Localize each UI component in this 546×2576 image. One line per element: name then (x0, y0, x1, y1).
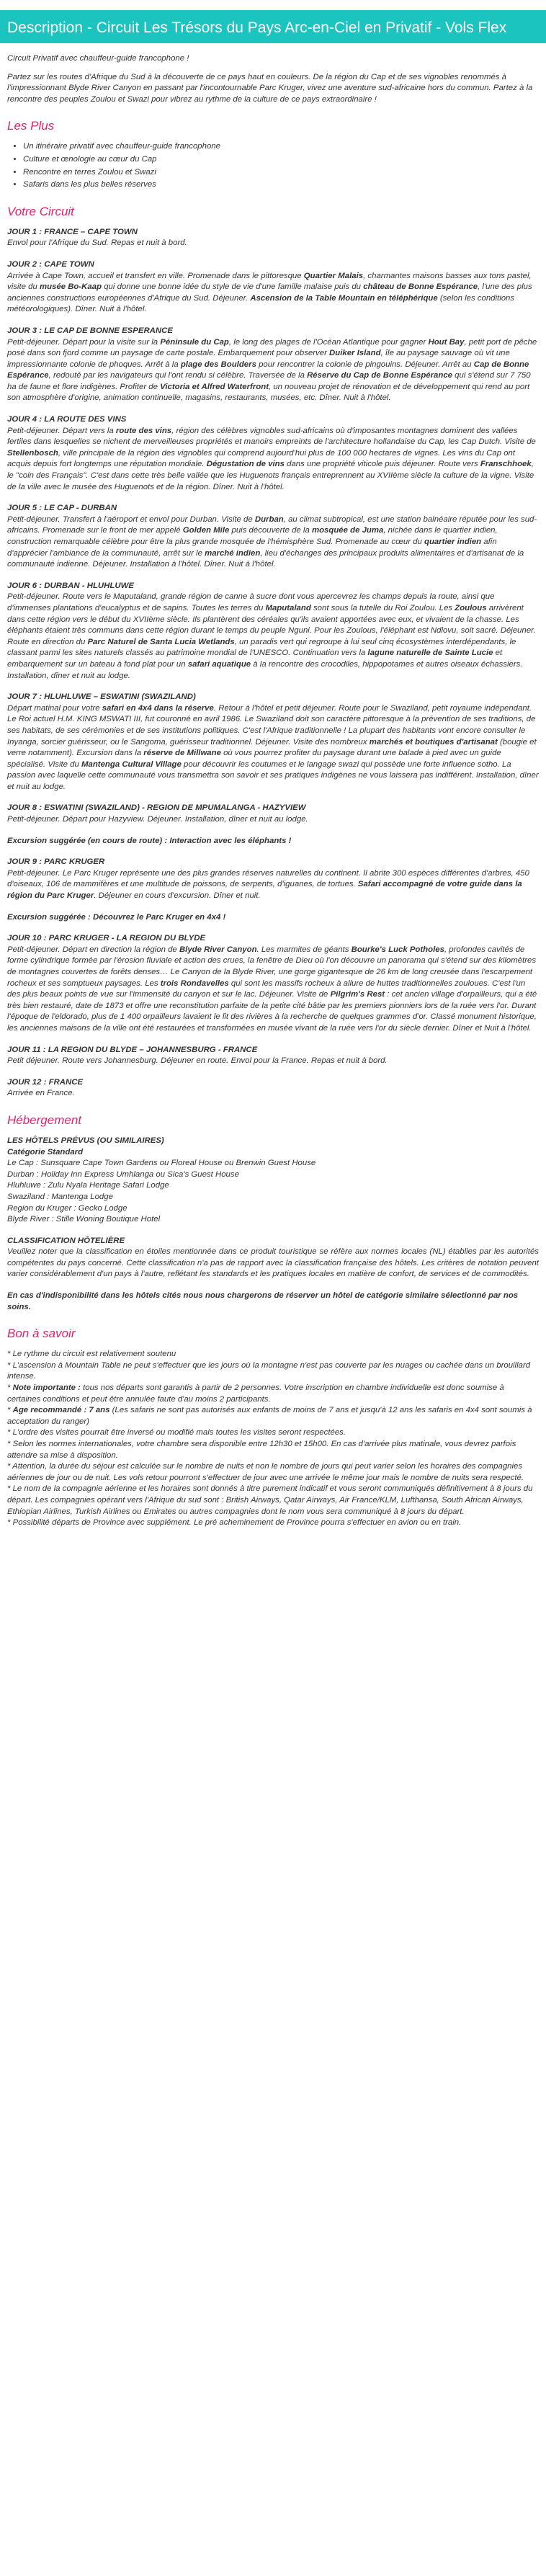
text-run: , le long des plages de l'Océan Atlantique pour gagner (228, 337, 429, 347)
text-run: , région des célèbres vignobles sud-africains où d'imposantes montagnes dominent des vallées fertiles dans lesquelles se nichent de merveilleuses propriétés et manoirs empreints de l'architecture hollandaise du Cap, les Cap Dutch. Visite de (7, 426, 536, 447)
text-run: : cet ancien village d'orpailleurs, qui a été très bien restauré, date de 1873 et offre une reconstitution parfaite de la petite cité bâtie par les premiers pionniers lors de la ruée vers l'or. Durant l'époque de l'eldorado, plus de 1 400 orpailleurs lavaient le lit des rivières à la recherche de quelques grammes d'or. Classé monument historique, les anciennes maisons de la ville ont été restaurées et transformées en musée vivant de la ruée vers l'or du siècle dernier. Dîner et Nuit à l'hôtel. (7, 990, 537, 1033)
text-run: Petit-déjeuner. Le Parc Kruger représente une des plus grandes réserves naturelles du continent. Il abrite 300 espèces différentes d'arbres, 450 d'oiseaux, 106 de mammifères et une multitude de poissons, de serpents, d'iguanes, de tortues. (7, 868, 529, 889)
text-bold: lagune naturelle de Sainte Lucie (367, 649, 493, 658)
text-bold: Réserve du Cap de Bonne Espérance (307, 371, 453, 380)
day-block (7, 803, 539, 825)
page-title: Description - Circuit Les Trésors du Pays Arc-en-Ciel en Privatif - Vols Flex (0, 10, 546, 43)
day-block (7, 227, 539, 249)
text-bold: Ascension de la Table Mountain en téléphérique (250, 293, 438, 303)
day-block (7, 1077, 539, 1100)
hotel-line: Hluhluwe : Zulu Nyala Heritage Safari Lodge (7, 1181, 169, 1190)
text-bold: Zoulous (455, 603, 487, 612)
text-run: , île au paysage sauvage où vit une impressionnante colonie de phoques. Arrêt à la (7, 349, 510, 369)
day-description (7, 868, 539, 902)
text-bold: château de Bonne Espérance (363, 282, 478, 292)
day-block (7, 259, 539, 316)
text-run: (bougie et verre notamment). Excursion dans la (7, 737, 537, 758)
text-run: (selon les conditions météorologiques). Dîner. Nuit à l'hôtel. (7, 293, 515, 314)
text-run: , redouté par les navigateurs qui l'ont rendu si célèbre. Traversée de la (48, 371, 308, 380)
text-bold: plage des Boulders (180, 360, 256, 369)
text-run: à la rencontre des crocodiles, hippopotames et autres oiseaux échassiers. Installation, dîner et nuit au lodge. (7, 659, 523, 680)
indisponibilite-note: En cas d'indisponibilité dans les hôtels cités nous nous chargerons de réserver un hôtel de catégorie similaire sélectionné par nos soins. (7, 1291, 519, 1311)
text-run: , un paradis vert qui regroupe à lui seul cinq écosystèmes interdépendants, le classant parmi les sites naturels classés au patrimoine mondial de l'UNESCO. Continuation vers la (7, 637, 516, 658)
day-description (7, 592, 539, 682)
text-run: Petit-déjeuner. Départ pour Hazyview. Déjeuner. Installation, dîner et nuit au lodge. (7, 815, 308, 824)
text-run: Petit-déjeuner. Route vers le Maputaland, grande région de canne à sucre dont vous apercevrez les champs depuis la route, ainsi que d'immenses plantations d'eucalyptus et de sapins. Toutes les terres du (7, 592, 495, 612)
intro-line: Circuit Privatif avec chauffeur-guide francophone ! (7, 54, 189, 63)
excursion-suggestion: Excursion suggérée (en cours de route) : Interaction avec les éléphants ! (7, 836, 292, 845)
text-run: Petit-déjeuner. Départ en direction la région de (7, 945, 179, 954)
day-title: JOUR 12 : FRANCE (7, 1077, 84, 1087)
text-bold: Stellenbosch (7, 448, 58, 458)
text-run: , petit port de pêche posé dans son fjord comme un paysage de carte postale. Embarquement pour observer (7, 337, 537, 358)
day-title: JOUR 4 : LA ROUTE DES VINS (7, 415, 127, 424)
text-run: pour découvrir les coutumes et le langage swazi qui possède une forte influence sotho. La passion avec laquelle cette communauté vous transmettra son savoir et ses pratiques indigènes ne vous laissera pas indifférent. Installation, dîner et nuit au lodge. (7, 759, 539, 791)
text-bold: Dégustation de vins (206, 460, 285, 469)
hotel-line: Durban : Holiday Inn Express Umhlanga ou Sica's Guest House (7, 1169, 239, 1179)
bon-item (7, 1461, 539, 1484)
bon-heading: Bon à savoir (7, 1327, 76, 1341)
intro-paragraph: Partez sur les routes d'Afrique du Sud à la découverte de ce pays haut en couleurs. De la région du Cap et de ses vignobles renommés à l'impressionnant Blyde River Canyon en passant par l'incontournable Parc Kruger, vivez une aventure sud-africaine hors du commun. Partez à la rencontre des peuples Zoulou et Swazi pour vibrez au rythme de la culture de ce pays extraordinaire ! (7, 72, 533, 104)
day-title: JOUR 10 : PARC KRUGER - LA REGION DU BLYDE (7, 934, 206, 943)
bon-item (7, 1383, 539, 1405)
excursion-suggestion: Excursion suggérée : Découvrez le Parc Kruger en 4x4 ! (7, 912, 226, 922)
text-bold: Péninsule du Cap (160, 337, 229, 347)
text-bold: Pilgrim's Rest (330, 990, 385, 999)
day-block (7, 581, 539, 682)
text-run: , charmantes maisons basses aux tons pastel, visite du (7, 271, 532, 292)
bon-list (7, 1349, 539, 1529)
text-run: (Les safaris ne sont pas autorisés aux enfants de moins de 7 ans et jusqu'à 12 ans les safaris en 4x4 sont soumis à acceptation du ranger) (7, 1406, 532, 1426)
day-title: JOUR 3 : LE CAP DE BONNE ESPERANCE (7, 326, 173, 335)
intro-section (7, 53, 539, 105)
text-run: , lieu d'échanges des principaux produits alimentaires et d'artisanat de la communauté indienne. Déjeuner. Installation à l'hôtel. Dîner. Nuit à l'hôtel. (7, 548, 524, 569)
day-description (7, 238, 539, 249)
text-run: , un nouveau projet de rénovation et de développement qui rend au port son atmosphère d'origine, animation continuelle, magasins, restaurants, musées, etc. Dîner. Nuit à l'hôtel. (7, 382, 530, 403)
text-run: * (7, 1383, 13, 1393)
plus-item: • Un itinéraire privatif avec chauffeur-guide francophone (23, 141, 539, 153)
day-description (7, 703, 539, 793)
day-title: JOUR 9 : PARC KRUGER (7, 857, 105, 867)
text-run: . Déjeuner en cours d'excursion. Dîner et nuit. (94, 891, 261, 901)
bon-item (7, 1360, 539, 1383)
day-title: JOUR 2 : CAPE TOWN (7, 259, 94, 269)
text-bold: musée Bo-Kaap (39, 282, 102, 292)
day-description (7, 337, 539, 405)
hotels-category: Catégorie Standard (7, 1147, 84, 1156)
text-run: * Le nom de la compagnie aérienne et les horaires sont donnés à titre purement indicatif et vous seront communiqués définitivement à 8 jours du départ. Les compagnies opérant vers l'Afrique du sud sont : British Airways, Qatar Airways, Air France/KLM, Lufthansa, South African Airways, Ethiopian Airlines, Turkish Airlines ou Emirates ou autres compagnies dont le nom vous sera communiqué à 8 jours du départ. (7, 1484, 533, 1516)
day-description (7, 945, 539, 1035)
hotel-line: Region du Kruger : Gecko Lodge (7, 1203, 127, 1213)
text-run: sont sous la tutelle du Roi Zoulou. Les (310, 603, 455, 612)
text-run: Petit-déjeuner. Départ pour la visite sur la (7, 337, 161, 347)
text-bold: Blyde River Canyon (179, 945, 257, 954)
bon-item (7, 1484, 539, 1517)
bon-item (7, 1427, 539, 1439)
text-bold: Victoria et Alfred Waterfront (160, 382, 269, 391)
text-bold: quartier indien (424, 538, 482, 546)
text-run: qui s'étend sur 7 750 ha de faune et flore indigènes. Profiter de (7, 371, 531, 391)
days-list (7, 857, 539, 901)
day-title: JOUR 6 : DURBAN - HLUHLUWE (7, 581, 134, 590)
text-bold: Golden Mile (182, 526, 230, 535)
text-bold: Note importante : (12, 1383, 81, 1393)
classification-text: Veuillez noter que la classification en étoiles mentionnée dans ce produit touristique se réfère aux normes locales (NL) établies par les autorités compétentes du pays concerné. Cette classification n'a pas de rapport avec la classification française des hôtels. Les critères de notation peuvent varier considérablement d'un pays à l'autre, reflétant les standards et les pratiques locales en matière de confort, de services et de commodités. (7, 1247, 539, 1279)
day-title: JOUR 5 : LE CAP - DURBAN (7, 504, 117, 513)
text-run: * Possibilité départs de Province avec supplément. Le pré acheminement de Province pourra s'effectuer en avion ou en train. (7, 1518, 462, 1528)
hebergement-heading: Hébergement (7, 1113, 82, 1127)
text-bold: marché indien (205, 548, 261, 558)
circuit-heading: Votre Circuit (7, 204, 74, 218)
day-block (7, 503, 539, 571)
text-run: * L'ascension à Mountain Table ne peut s'effectuer que les jours où la montagne n'est pas couverte par les nuages ou cachée dans un brouillard intense. (7, 1360, 531, 1381)
plus-item: • Culture et œnologie au cœur du Cap (23, 154, 539, 166)
text-run: où vous pourrez profiter du paysage durant une balade à pied avec un guide spécialisé. Visite du (7, 749, 501, 769)
text-bold: Franschhoek (480, 460, 532, 469)
text-run: * Attention, la durée du séjour est calculée sur le nombre de nuits et non le nombre de jours qui peut varier selon les horaires des compagnies aériennes de jour ou de nuit. Les vols retour pourront s'effectuer de jour avec une arrivée le même jour mais le nombre de nuits sera respecté. (7, 1462, 524, 1482)
hotels-subtitle: LES HÔTELS PRÉVUS (OU SIMILAIRES) (7, 1136, 164, 1145)
text-run: , nichée dans le quartier indien, construction remarquable célèbre pour être la plus grande mosquée de l'hémisphère Sud. Promenade au cœur du (7, 526, 498, 546)
plus-list (7, 141, 539, 190)
text-run: qui sont les massifs rocheux à allure de huttes traditionnelles zouloues. C'est l'un des plus beaux points de vue sur l'immensité du canyon et sur le lac. Déjeuner. Visite de (7, 979, 526, 999)
day-title: JOUR 8 : ESWATINI (SWAZILAND) - REGION DE MPUMALANGA - HAZYVIEW (7, 803, 306, 813)
text-run: et embarquement sur un bateau à fond plat pour un (7, 649, 503, 669)
day-block (7, 933, 539, 1034)
text-run: , l'une des plus anciennes constructions européennes d'Afrique du Sud. Déjeuner. (7, 282, 532, 303)
text-run: , profondes cavités de forme cylindrique formée par l'érosion fluviale et action des crues, la fenêtre de Dieu où l'on découvre un panorama qui s'étend sur des kilomètres de montagnes couvertes de forêts denses… Le Canyon de la Blyde River, une gorge gigantesque de 26 km de long creusée dans l'escarpement rocheux et ses somptueux paysages. Les (7, 945, 537, 988)
text-run: Petit déjeuner. Route vers Johannesburg. Déjeuner en route. Envol pour la France. Repas et nuit à bord. (7, 1056, 388, 1066)
day-description (7, 1088, 539, 1100)
day-description (7, 271, 539, 316)
text-bold: marchés et boutiques d'artisanat (369, 737, 498, 746)
day-title: JOUR 7 : HLUHLUWE – ESWATINI (SWAZILAND) (7, 692, 196, 702)
bon-item (7, 1349, 539, 1360)
day-title: JOUR 11 : LA REGION DU BLYDE – JOHANNESBURG - FRANCE (7, 1045, 258, 1054)
text-run: * L'ordre des visites pourrait être inversé ou modifié mais toutes les visites seront respectées. (7, 1428, 346, 1438)
hotels-block (7, 1136, 539, 1226)
text-run: tous nos départs sont garantis à partir de 2 personnes. Votre inscription en chambre individuelle est donc soumise à certaines conditions et peut être annulée faute d'au moins 2 participants. (7, 1383, 504, 1404)
text-run: Arrivée en France. (7, 1089, 75, 1098)
text-run: . Les marmites de géants (256, 945, 352, 954)
text-bold: Mantenga Cultural Village (81, 759, 182, 769)
text-run: * (7, 1406, 13, 1415)
text-bold: safari aquatique (187, 659, 251, 669)
day-block (7, 1045, 539, 1067)
text-bold: Parc Naturel de Santa Lucia Wetlands (87, 637, 235, 646)
text-bold: Safari accompagné de votre guide dans la région du Parc Kruger (7, 880, 522, 901)
text-run: Départ matinal pour votre (7, 703, 102, 713)
bon-item (7, 1517, 539, 1529)
day-title: JOUR 1 : FRANCE – CAPE TOWN (7, 227, 138, 236)
text-bold: Maputaland (265, 603, 311, 612)
text-run: * Le rythme du circuit est relativement soutenu (7, 1350, 176, 1359)
text-run: * Selon les normes internationales, votre chambre sera disponible entre 12h30 et 15h00. En cas d'arrivée plus matinale, vous devrez parfois attendre sa mise à disposition. (7, 1440, 516, 1460)
hotel-line: Le Cap : Sunsquare Cape Town Gardens ou Floreal House ou Brenwin Guest House (7, 1159, 316, 1168)
day-block (7, 326, 539, 404)
day-description (7, 1056, 539, 1067)
text-bold: mosquée de Juma (311, 526, 384, 535)
text-bold: Quartier Malais (303, 271, 364, 280)
text-bold: Durban (254, 514, 284, 524)
text-run: , le "coin des Français". C'est dans cette très belle vallée que les Huguenots français entreprennent au XVIIème siècle la culture de la vigne. Visite de la ville avec le musée des Huguenots et de la région. Dîner. Nuit à l'hôtel. (7, 460, 534, 491)
text-bold: Age recommandé : 7 ans (12, 1406, 110, 1415)
plus-item: • Safaris dans les plus belles réserves (23, 179, 539, 191)
day-block (7, 414, 539, 493)
text-run: Petit-déjeuner. Départ vers la (7, 426, 116, 435)
text-bold: Duiker Island (329, 349, 381, 358)
day-description (7, 814, 539, 826)
text-bold: trois Rondavelles (160, 979, 229, 988)
plus-heading: Les Plus (7, 119, 55, 133)
text-run: , au climat subtropical, est une station balnéaire réputée pour les sud-africains. Promenade sur le front de mer appelé (7, 514, 537, 535)
text-run: pour rencontrer la colonie de pingouins. Déjeuner. Arrêt au (256, 360, 474, 369)
text-run: qui donne une bonne idée du style de vie d'une famille malaise puis du (102, 282, 364, 292)
text-bold: safari en 4x4 dans la réserve (102, 703, 214, 713)
days-list (7, 227, 539, 826)
bon-item (7, 1405, 539, 1427)
main-content (0, 43, 546, 1554)
text-bold: Bourke's Luck Potholes (351, 945, 444, 954)
day-description (7, 514, 539, 571)
text-bold: Cap de Bonne Espérance (7, 360, 529, 380)
hotel-line: Blyde River : Stille Woning Boutique Hotel (7, 1215, 161, 1224)
text-run: . Retour à l'hôtel et petit déjeuner. Route pour le Swaziland, petit royaume indépendant. Le Roi actuel H.M. KING MSWATI III, fut couronné en avril 1986. Le Swaziland doit son caractère pittoresque à la prévention de ses traditions, de ses habitats, de ses cérémonies et de ses institutions politiques. C'est l'Afrique traditionnelle ! La plupart des habitants vont encore consulter le Inyanga, sorcier guérisseur, ou le Sangoma, guérisseur traditionnel. Déjeuner. Visite des nombreux (7, 703, 536, 746)
text-run: puis découverte de la (229, 526, 312, 535)
day-block (7, 857, 539, 901)
classification-heading: CLASSIFICATION HÔTELIÈRE (7, 1236, 125, 1245)
text-run: afin d'apprécier l'ambiance de la communauté, arrêt sur le (7, 538, 497, 558)
hotel-line: Swaziland : Mantenga Lodge (7, 1192, 113, 1201)
day-block (7, 692, 539, 793)
text-run: arrivèrent dans cette région vers le début du XVIIème siècle. Ils plantèrent des céréales qu'ils avaient apportées avec eux, et vivaient de la chasse. Les éléphants étaient très communs dans cette région durant le temps du peuple Nguni. Pour les Zoulous, l'éléphant est Ndlovu, soit sacré. Déjeuner. Route en direction du (7, 603, 536, 646)
text-run: Petit-déjeuner. Transfert à l'aéroport et envol pour Durban. Visite de (7, 514, 255, 524)
days-list (7, 933, 539, 1100)
text-run: Envol pour l'Afrique du Sud. Repas et nuit à bord. (7, 239, 187, 248)
text-run: Arrivée à Cape Town, accueil et transfert en ville. Promenade dans le pittoresque (7, 271, 304, 280)
bon-item (7, 1439, 539, 1461)
day-description (7, 426, 539, 494)
text-bold: réserve de Millwane (143, 749, 221, 758)
plus-item: • Rencontre en terres Zoulou et Swazi (23, 167, 539, 179)
text-run: dans une propriété viticole puis déjeuner. Route vers (284, 460, 480, 469)
text-run: , ville principale de la région des vignobles qui comprend aujourd'hui plus de 100 000 hectares de vignes. Les vins du Cap ont acquis depuis fort longtemps une réputation mondiale. (7, 448, 516, 469)
text-bold: route des vins (115, 426, 172, 435)
text-bold: Hout Bay (428, 337, 465, 347)
